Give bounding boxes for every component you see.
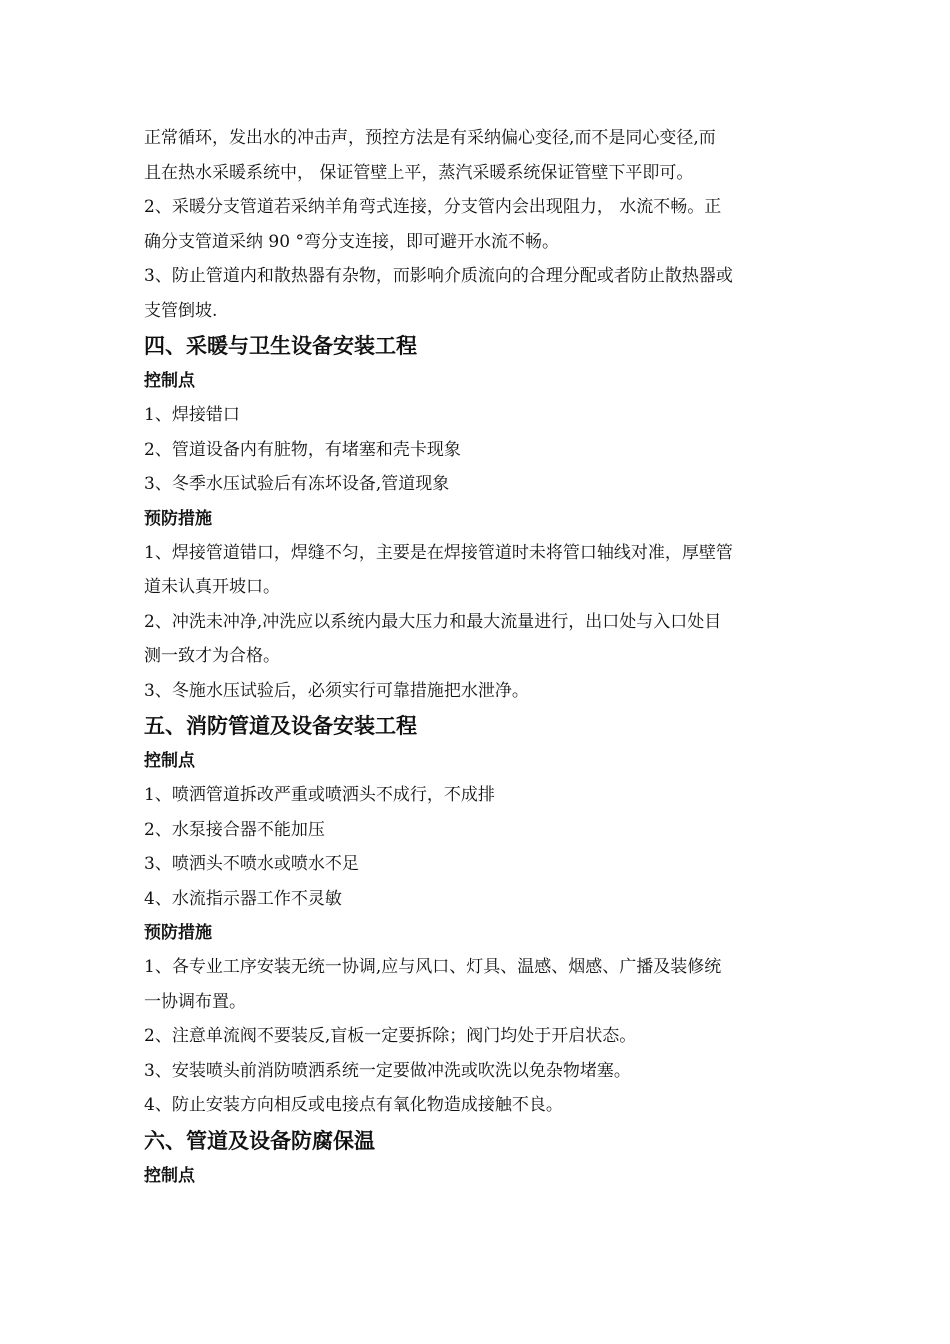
subsection-heading: 预防措施: [144, 923, 212, 943]
text-line: 2、采暖分支管道若采纳羊角弯式连接，分支管内会出现阻力， 水流不畅。正: [144, 197, 722, 217]
subsection-heading: 预防措施: [144, 508, 212, 529]
text-line: 2、注意单流阀不要装反,盲板一定要拆除；阀门均处于开启状态。: [144, 1026, 637, 1046]
list-item: 3、喷洒头不喷水或喷水不足: [144, 854, 359, 874]
text-line: 3、冬施水压试验后，必须实行可靠措施把水泄净。: [144, 680, 529, 701]
text-line: 确分支管道采纳 90 °弯分支连接，即可避开水流不畅。: [144, 231, 559, 252]
section-title: 五、消防管道及设备安装工程: [144, 714, 417, 738]
text-line: 支管倒坡.: [144, 300, 218, 321]
list-item: 1、喷洒管道拆改严重或喷洒头不成行，不成排: [144, 785, 495, 805]
document-body: [144, 121, 808, 1193]
text-line: 道未认真开坡口。: [144, 577, 280, 597]
text-line: 正常循环，发出水的冲击声，预控方法是有采纳偏心变径,而不是同心变径,而: [144, 128, 716, 148]
text-line: 1、焊接管道错口，焊缝不匀，主要是在焊接管道时未将管口轴线对准，厚壁管: [144, 542, 733, 563]
list-item: 4、水流指示器工作不灵敏: [144, 888, 342, 909]
text-line: 且在热水采暖系统中， 保证管壁上平，蒸汽采暖系统保证管壁下平即可。: [144, 162, 694, 183]
subsection-heading: 控制点: [144, 1165, 195, 1186]
text-line: 1、各专业工序安装无统一协调,应与风口、灯具、温感、烟感、广播及装修统: [144, 957, 722, 977]
text-line: 2、冲洗未冲净,冲洗应以系统内最大压力和最大流量进行，出口处与入口处目: [144, 611, 722, 632]
list-item: 2、水泵接合器不能加压: [144, 819, 325, 840]
text-line: 3、防止管道内和散热器有杂物，而影响介质流向的合理分配或者防止散热器或: [144, 266, 733, 286]
list-item: 1、焊接错口: [144, 405, 240, 425]
text-line: 3、安装喷头前消防喷洒系统一定要做冲洗或吹洗以免杂物堵塞。: [144, 1060, 631, 1081]
list-item: 2、管道设备内有脏物，有堵塞和壳卡现象: [144, 439, 461, 460]
section-title: 四、采暖与卫生设备安装工程: [144, 334, 417, 358]
section-title: 六、管道及设备防腐保温: [144, 1128, 375, 1153]
text-line: 测一致才为合格。: [144, 646, 280, 666]
text-line: 4、防止安装方向相反或电接点有氧化物造成接触不良。: [144, 1095, 563, 1115]
section-4: [144, 328, 808, 708]
section-5: [144, 708, 808, 1123]
subsection-heading: 控制点: [144, 751, 195, 771]
text-line: 一协调布置。: [144, 991, 246, 1012]
list-item: 3、冬季水压试验后有冻坏设备,管道现象: [144, 474, 450, 494]
subsection-heading: 控制点: [144, 371, 195, 391]
section-6: [144, 1123, 808, 1193]
intro-paragraphs: [144, 121, 808, 328]
